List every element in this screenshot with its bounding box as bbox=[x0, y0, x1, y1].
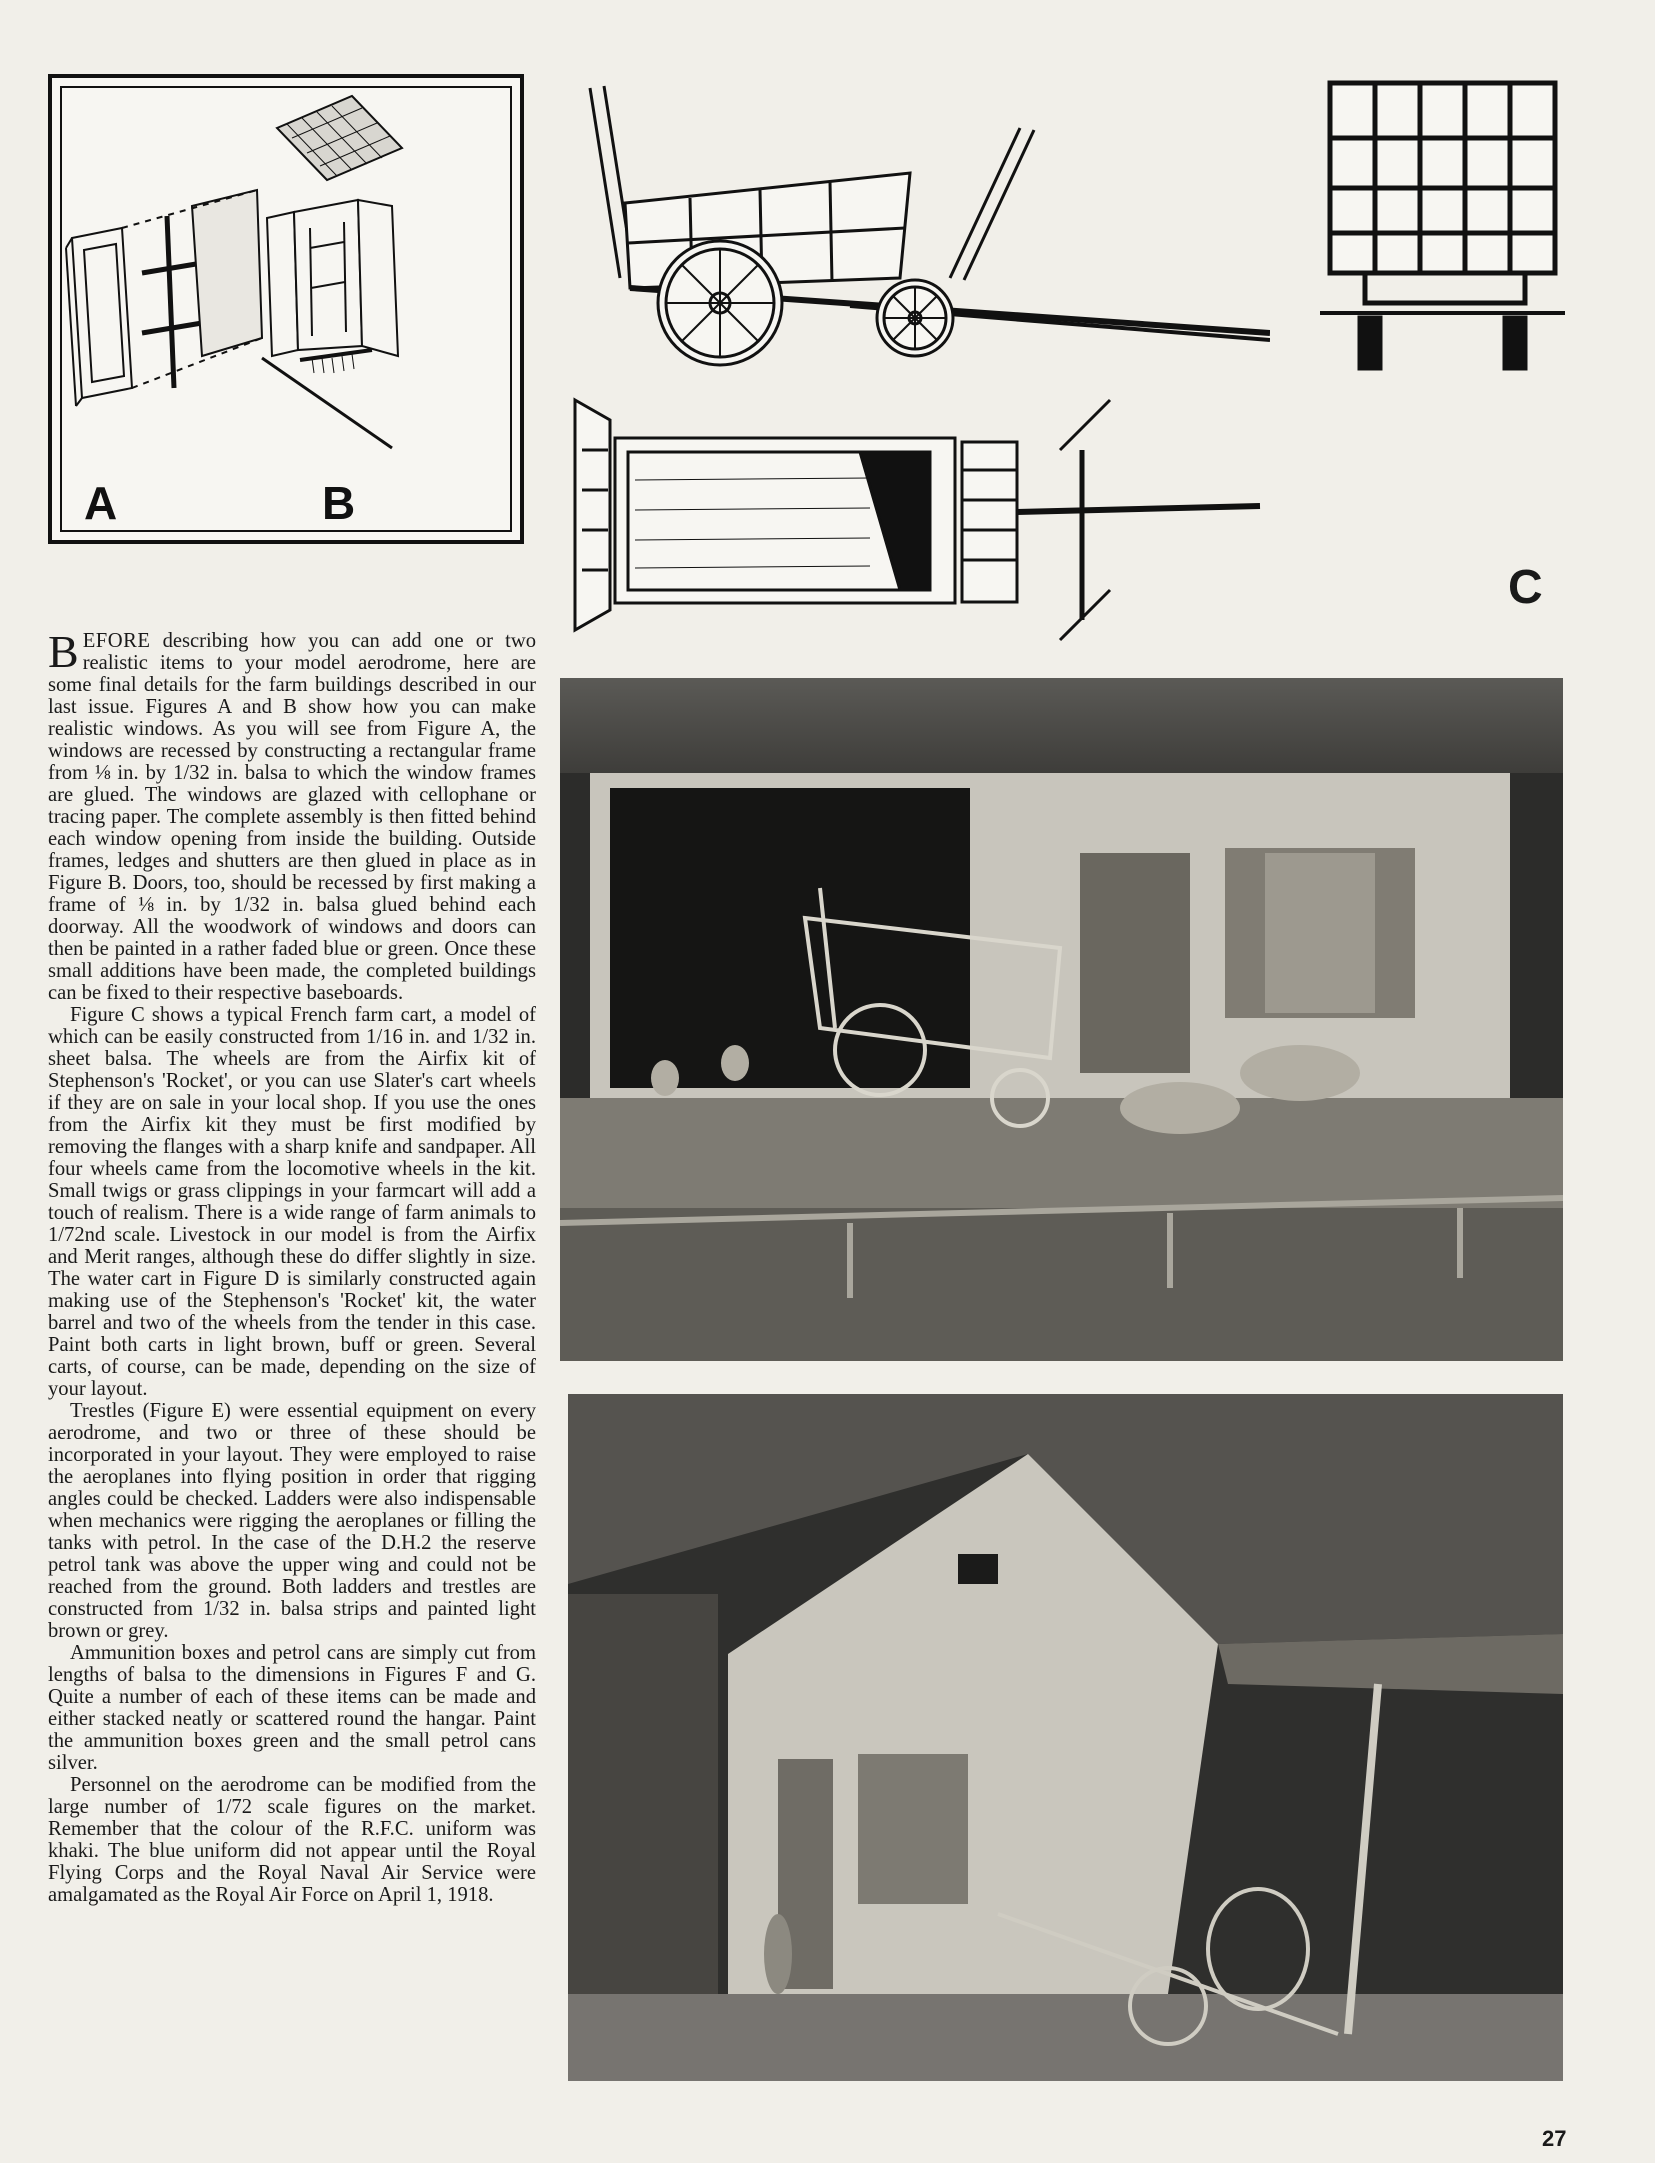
page-number: 27 bbox=[1542, 2126, 1567, 2151]
paragraph-1-text: describing how you can add one or two realistic items to your model aerodrome, here are some final details for the farm buildings described in our last issue. Figures A and B show how you can make realistic windows. As you will see from Figure A, the windows are recessed by constructing a rectangular frame from ⅛ in. by 1/32 in. balsa to which the window frames are glued. The windows are glazed with cellophane or tracing paper. The complete assembly is then fitted behind each window opening from inside the building. Outside frames, ledges and shutters are then glued in place as in Figure B. Doors, too, should be recessed by first making a frame of ⅛ in. by 1/32 in. balsa glued behind each doorway. All the woodwork of windows and doors can then be painted in a rather faded blue or green. Once these small additions have been made, the completed buildings can be fixed to their respective baseboards. bbox=[48, 630, 536, 1004]
paragraph-3: Trestles (Figure E) were essential equipment on every aerodrome, and two or three of these should be incorporated in your layout. They were employed to raise the aeroplanes into flying position in order that rigging angles could be checked. Ladders were also indispensable when mechanics were rigging the aeroplanes or filling the tanks with petrol. In the case of the D.H.2 the reserve petrol tank was above the upper wing and could not be reached from the ground. Both ladders and trestles are constructed from 1/32 in. balsa strips and painted light brown or grey. bbox=[48, 1400, 536, 1642]
opening-smallcaps: EFORE bbox=[82, 630, 151, 652]
cart-top-drawing bbox=[570, 390, 1270, 650]
photo-farm-cart-scene bbox=[560, 678, 1563, 1361]
figure-a-b-window-diagram bbox=[48, 74, 524, 544]
figure-c-label: C bbox=[1508, 561, 1543, 614]
figure-c-cart-top-view bbox=[570, 390, 1270, 650]
figure-c-cart-rear-view bbox=[1320, 78, 1565, 378]
drop-cap: B bbox=[48, 626, 79, 677]
water-cart-photo-image bbox=[568, 1394, 1563, 2081]
paragraph-1 bbox=[48, 626, 536, 1004]
article-body-text bbox=[48, 626, 536, 1906]
paragraph-2: Figure C shows a typical French farm cart, a model of which can be easily constructed from 1/16 in. and 1/32 in. sheet balsa. The wheels are from the Airfix kit of Stephenson's 'Rocket', or you can use Slater's cart wheels if they are on sale in your local shop. If you use the ones from the Airfix kit they must be first modified by removing the flanges with a sharp knife and sandpaper. All four wheels came from the locomotive wheels in the kit. Small twigs or grass clippings in your farmcart will add a touch of realism. There is a wide range of farm animals to 1/72nd scale. Livestock in our model is from the Airfix and Merit ranges, although these do differ slightly in size. The water cart in Figure D is similarly constructed again making use of the Stephenson's 'Rocket' kit, the water barrel and two of the wheels from the tender in this case. Paint both carts in light brown, buff or green. Several carts, of course, can be made, depending on the size of your layout. bbox=[48, 1004, 536, 1400]
figure-a-label: A bbox=[84, 477, 118, 529]
figure-a-b-inner-frame bbox=[60, 86, 512, 532]
cart-rear-drawing bbox=[1320, 78, 1565, 378]
window-assembly-drawing bbox=[62, 88, 518, 538]
photo-water-cart-scene bbox=[568, 1394, 1563, 2081]
paragraph-5: Personnel on the aerodrome can be modified from the large number of 1/72 scale figures on the market. Remember that the colour of the R.F.C. uniform was khaki. The blue uniform did not appear until the Royal Flying Corps and the Royal Naval Air Service were amalgamated as the Royal Air Force on April 1, 1918. bbox=[48, 1774, 536, 1906]
farm-cart-photo-image bbox=[560, 678, 1563, 1361]
paragraph-4: Ammunition boxes and petrol cans are simply cut from lengths of balsa to the dimensions in Figures F and G. Quite a number of each of these items can be made and either stacked neatly or scattered round the hangar. Paint the ammunition boxes green and the small petrol cans silver. bbox=[48, 1642, 536, 1774]
figure-b-label: B bbox=[322, 477, 356, 529]
figure-c-cart-side-view bbox=[570, 78, 1270, 378]
cart-side-drawing bbox=[570, 78, 1270, 378]
